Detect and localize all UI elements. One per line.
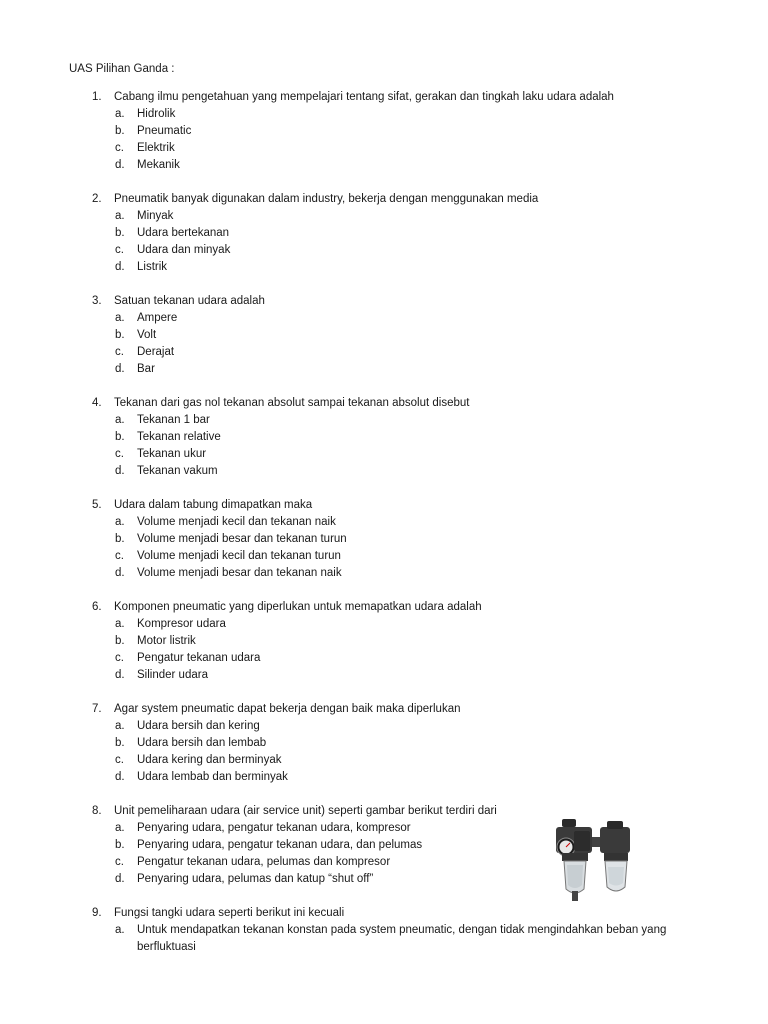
option-text: Volume menjadi besar dan tekanan turun bbox=[137, 533, 347, 545]
question-text: Pneumatik banyak digunakan dalam industry, bekerja dengan menggunakan media bbox=[114, 193, 539, 205]
question-line bbox=[0, 395, 768, 412]
question-3 bbox=[0, 293, 768, 378]
option-letter: b. bbox=[115, 431, 125, 443]
option-c bbox=[0, 854, 768, 871]
question-number: 8. bbox=[92, 805, 102, 817]
option-letter: a. bbox=[115, 822, 125, 834]
option-letter: a. bbox=[115, 924, 125, 936]
option-text: Udara kering dan berminyak bbox=[137, 754, 282, 766]
option-letter: b. bbox=[115, 737, 125, 749]
option-letter: a. bbox=[115, 618, 125, 630]
option-letter: d. bbox=[115, 771, 125, 783]
option-text: Tekanan relative bbox=[137, 431, 221, 443]
question-number: 2. bbox=[92, 193, 102, 205]
question-4 bbox=[0, 395, 768, 480]
question-line bbox=[0, 599, 768, 616]
option-d bbox=[0, 667, 768, 684]
question-text: Cabang ilmu pengetahuan yang mempelajari tentang sifat, gerakan dan tingkah laku udara adalah bbox=[114, 91, 614, 103]
option-c bbox=[0, 242, 768, 259]
option-b bbox=[0, 429, 768, 446]
option-text: Elektrik bbox=[137, 142, 175, 154]
option-letter: d. bbox=[115, 159, 125, 171]
option-c bbox=[0, 140, 768, 157]
option-letter: a. bbox=[115, 414, 125, 426]
option-letter: b. bbox=[115, 227, 125, 239]
option-text: Minyak bbox=[137, 210, 174, 222]
option-a bbox=[0, 208, 768, 225]
option-text: Penyaring udara, pengatur tekanan udara, kompresor bbox=[137, 822, 411, 834]
option-text: Tekanan 1 bar bbox=[137, 414, 210, 426]
option-c bbox=[0, 446, 768, 463]
option-text: Ampere bbox=[137, 312, 178, 324]
option-text: Udara lembab dan berminyak bbox=[137, 771, 288, 783]
option-letter: a. bbox=[115, 312, 125, 324]
option-letter: b. bbox=[115, 329, 125, 341]
question-text: Komponen pneumatic yang diperlukan untuk memapatkan udara adalah bbox=[114, 601, 482, 613]
option-text: Hidrolik bbox=[137, 108, 176, 120]
question-line bbox=[0, 497, 768, 514]
option-d bbox=[0, 871, 768, 888]
option-text: Volume menjadi kecil dan tekanan naik bbox=[137, 516, 336, 528]
option-text: Udara bersih dan lembab bbox=[137, 737, 267, 749]
document-title: UAS Pilihan Ganda : bbox=[69, 63, 175, 75]
question-number: 3. bbox=[92, 295, 102, 307]
option-a bbox=[0, 310, 768, 327]
option-d bbox=[0, 565, 768, 582]
option-text: Penyaring udara, pengatur tekanan udara, dan pelumas bbox=[137, 839, 423, 851]
question-line bbox=[0, 191, 768, 208]
option-c bbox=[0, 548, 768, 565]
option-text: Pneumatic bbox=[137, 125, 192, 137]
option-text: Volt bbox=[137, 329, 157, 341]
question-line bbox=[0, 293, 768, 310]
option-letter: c. bbox=[115, 550, 124, 562]
option-letter: d. bbox=[115, 363, 125, 375]
option-d bbox=[0, 259, 768, 276]
option-c bbox=[0, 752, 768, 769]
option-b bbox=[0, 735, 768, 752]
option-c bbox=[0, 344, 768, 361]
question-list bbox=[0, 89, 768, 973]
question-7 bbox=[0, 701, 768, 786]
question-9 bbox=[0, 905, 768, 956]
option-a bbox=[0, 616, 768, 633]
option-text: Pengatur tekanan udara, pelumas dan kompresor bbox=[137, 856, 391, 868]
option-b bbox=[0, 633, 768, 650]
question-number: 6. bbox=[92, 601, 102, 613]
question-text: Satuan tekanan udara adalah bbox=[114, 295, 265, 307]
question-line bbox=[0, 701, 768, 718]
option-letter: d. bbox=[115, 261, 125, 273]
option-b bbox=[0, 531, 768, 548]
question-line bbox=[0, 89, 768, 106]
option-d bbox=[0, 463, 768, 480]
option-b bbox=[0, 225, 768, 242]
option-a bbox=[0, 106, 768, 123]
option-text: Motor listrik bbox=[137, 635, 196, 647]
question-text: Fungsi tangki udara seperti berikut ini kecuali bbox=[114, 907, 345, 919]
option-text: Penyaring udara, pelumas dan katup “shut off” bbox=[137, 873, 374, 885]
option-letter: c. bbox=[115, 142, 124, 154]
option-letter: a. bbox=[115, 516, 125, 528]
option-c bbox=[0, 650, 768, 667]
question-number: 1. bbox=[92, 91, 102, 103]
option-letter: a. bbox=[115, 108, 125, 120]
air-service-unit-icon bbox=[552, 817, 634, 905]
option-text: Pengatur tekanan udara bbox=[137, 652, 261, 664]
question-text: Udara dalam tabung dimapatkan maka bbox=[114, 499, 313, 511]
option-text: Untuk mendapatkan tekanan konstan pada system pneumatic, dengan tidak mengindahkan beban yang berfluktuasi bbox=[137, 924, 667, 953]
option-text: Tekanan ukur bbox=[137, 448, 207, 460]
option-letter: c. bbox=[115, 346, 124, 358]
question-number: 7. bbox=[92, 703, 102, 715]
option-text: Silinder udara bbox=[137, 669, 208, 681]
option-d bbox=[0, 769, 768, 786]
question-text: Agar system pneumatic dapat bekerja dengan baik maka diperlukan bbox=[114, 703, 461, 715]
option-a bbox=[0, 820, 768, 837]
option-text: Udara bersih dan kering bbox=[137, 720, 260, 732]
option-letter: c. bbox=[115, 754, 124, 766]
option-text: Mekanik bbox=[137, 159, 180, 171]
option-d bbox=[0, 157, 768, 174]
option-letter: b. bbox=[115, 533, 125, 545]
option-text: Tekanan vakum bbox=[137, 465, 218, 477]
option-text: Listrik bbox=[137, 261, 168, 273]
option-a bbox=[0, 514, 768, 531]
option-letter: c. bbox=[115, 856, 124, 868]
option-text: Volume menjadi kecil dan tekanan turun bbox=[137, 550, 341, 562]
option-letter: a. bbox=[115, 720, 125, 732]
question-line bbox=[0, 803, 768, 820]
option-d bbox=[0, 361, 768, 378]
option-letter: b. bbox=[115, 839, 125, 851]
question-8 bbox=[0, 803, 768, 888]
question-2 bbox=[0, 191, 768, 276]
option-text: Udara dan minyak bbox=[137, 244, 231, 256]
option-b bbox=[0, 837, 768, 854]
option-letter: c. bbox=[115, 652, 124, 664]
option-letter: d. bbox=[115, 669, 125, 681]
question-6 bbox=[0, 599, 768, 684]
option-text: Udara bertekanan bbox=[137, 227, 230, 239]
option-b bbox=[0, 123, 768, 140]
question-number: 5. bbox=[92, 499, 102, 511]
question-number: 4. bbox=[92, 397, 102, 409]
option-letter: b. bbox=[115, 635, 125, 647]
question-5 bbox=[0, 497, 768, 582]
question-number: 9. bbox=[92, 907, 102, 919]
option-text: Derajat bbox=[137, 346, 175, 358]
option-a bbox=[0, 412, 768, 429]
question-line bbox=[0, 905, 768, 922]
option-letter: d. bbox=[115, 465, 125, 477]
option-text: Volume menjadi besar dan tekanan naik bbox=[137, 567, 342, 579]
option-a bbox=[0, 922, 768, 956]
option-text: Bar bbox=[137, 363, 155, 375]
option-letter: c. bbox=[115, 448, 124, 460]
option-letter: c. bbox=[115, 244, 124, 256]
option-a bbox=[0, 718, 768, 735]
option-letter: a. bbox=[115, 210, 125, 222]
option-letter: b. bbox=[115, 125, 125, 137]
option-b bbox=[0, 327, 768, 344]
question-1 bbox=[0, 89, 768, 174]
option-text: Kompresor udara bbox=[137, 618, 226, 630]
option-letter: d. bbox=[115, 873, 125, 885]
question-text: Unit pemeliharaan udara (air service unit) seperti gambar berikut terdiri dari bbox=[114, 805, 497, 817]
question-text: Tekanan dari gas nol tekanan absolut sampai tekanan absolut disebut bbox=[114, 397, 470, 409]
option-letter: d. bbox=[115, 567, 125, 579]
